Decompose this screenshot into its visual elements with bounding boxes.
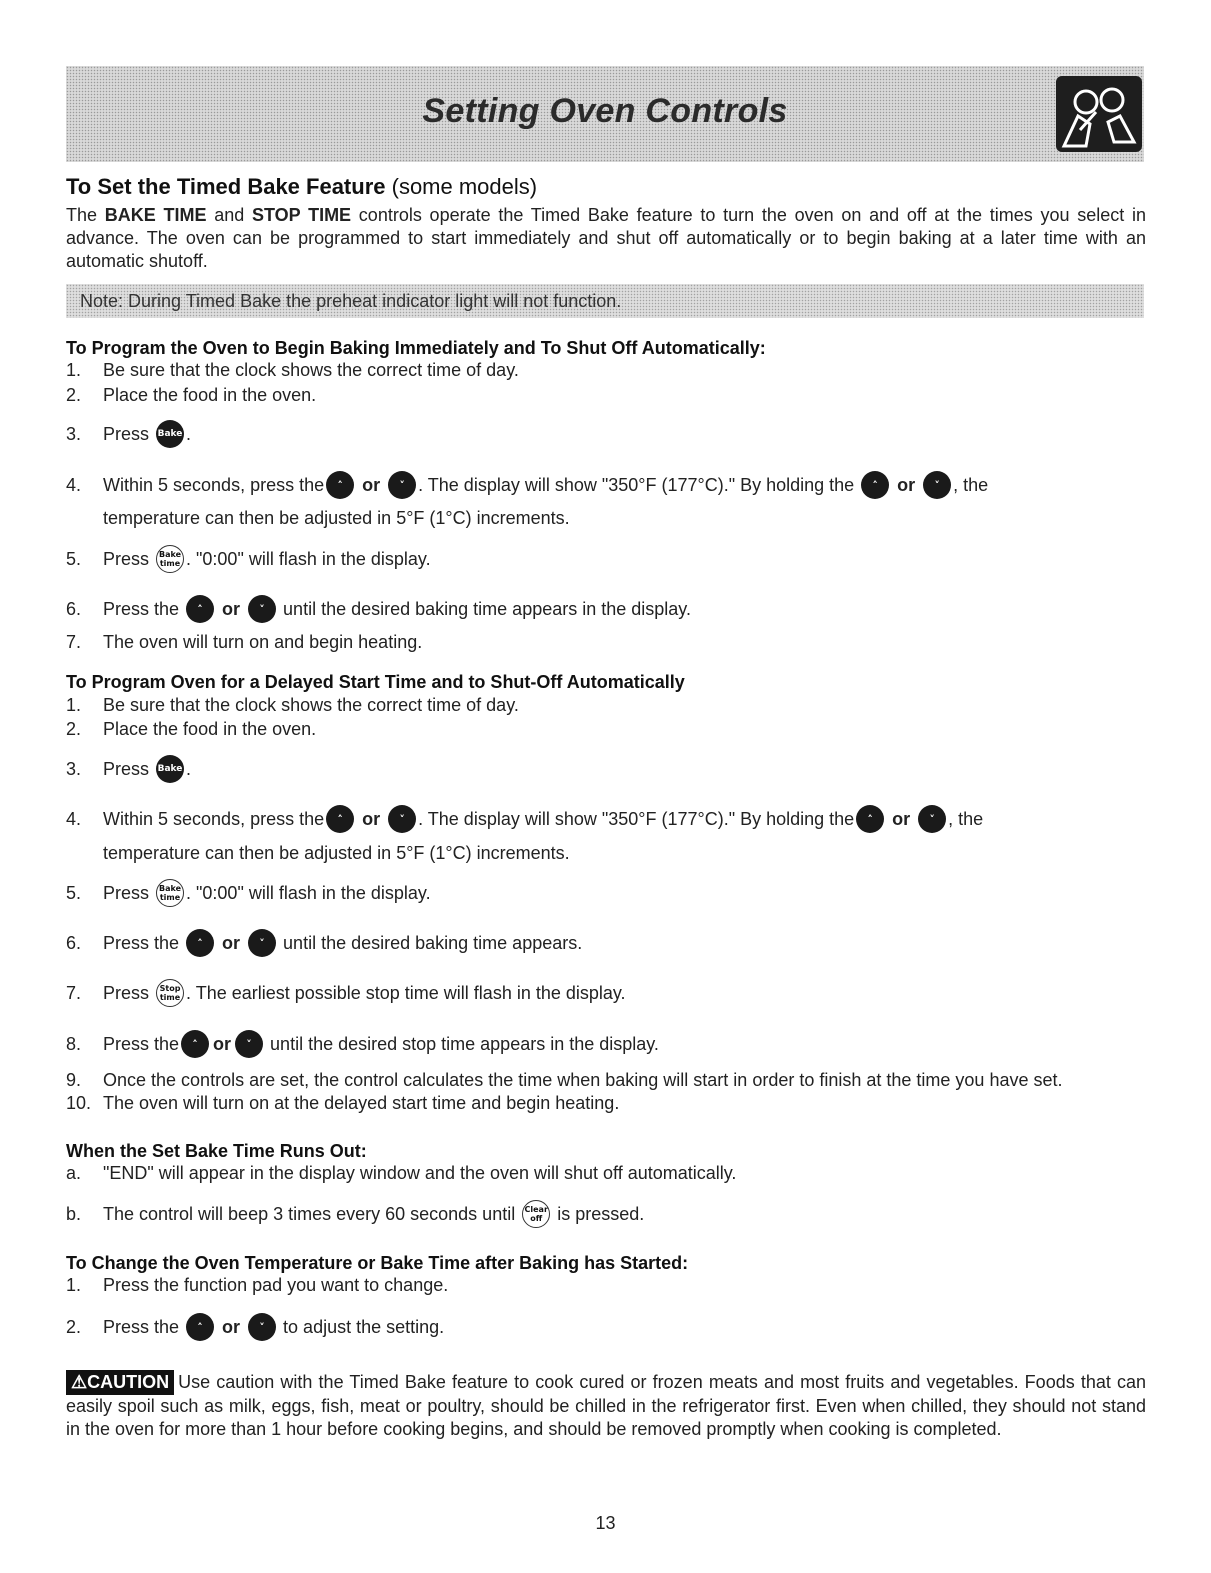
list-item: 5. Press Bake time . "0:00" will flash in the display.: [66, 878, 431, 908]
list-item: 6. Press the ˄ or ˅ until the desired baking time appears.: [66, 928, 582, 958]
header-banner: [66, 66, 1144, 162]
list-item: a. "END" will appear in the display window and the oven will shut off automatically.: [66, 1162, 737, 1183]
up-arrow-button: ˄: [326, 805, 354, 833]
list-item: 10. The oven will turn on at the delayed start time and begin heating.: [66, 1092, 620, 1113]
list-item: 1. Be sure that the clock shows the correct time of day.: [66, 694, 519, 715]
list-item-continuation: temperature can then be adjusted in 5°F (1°C) increments.: [103, 508, 570, 528]
up-arrow-button: ˄: [186, 1313, 214, 1341]
up-arrow-button: ˄: [861, 471, 889, 499]
page-title: Setting Oven Controls: [422, 92, 788, 130]
bake-button: Bake: [156, 420, 184, 448]
list-item: 8. Press the ˄ or ˅ until the desired stop time appears in the display.: [66, 1029, 659, 1059]
list-item: 6. Press the ˄ or ˅ until the desired baking time appears in the display.: [66, 594, 691, 624]
list-item: 3. Press Bake .: [66, 419, 191, 449]
caution-badge: ⚠CAUTION: [66, 1370, 174, 1395]
down-arrow-button: ˅: [388, 471, 416, 499]
list-item: 2. Place the food in the oven.: [66, 384, 317, 405]
list-item: 2. Place the food in the oven.: [66, 718, 317, 739]
list-item: 2. Press the ˄ or ˅ to adjust the setting.: [66, 1312, 444, 1342]
hands-on-controls-icon: [1056, 76, 1142, 152]
list-item-continuation: temperature can then be adjusted in 5°F (1°C) increments.: [103, 843, 570, 863]
down-arrow-button: ˅: [388, 805, 416, 833]
list-item: 5. Press Bake time . "0:00" will flash in the display.: [66, 544, 431, 574]
down-arrow-button: ˅: [248, 1313, 276, 1341]
section-title: To Set the Timed Bake Feature (some models): [66, 174, 538, 199]
up-arrow-button: ˄: [856, 805, 884, 833]
list-item: 4. Within 5 seconds, press the ˄ or ˅ . The display will show "350°F (177°C)." By holding the ˄ or ˅ , the: [66, 470, 988, 500]
down-arrow-button: ˅: [923, 471, 951, 499]
stop-time-button: Stop time: [156, 979, 184, 1007]
up-arrow-button: ˄: [186, 595, 214, 623]
up-arrow-button: ˄: [186, 929, 214, 957]
intro-paragraph: The BAKE TIME and STOP TIME controls operate the Timed Bake feature to turn the oven on and off at the times you select in advance. The oven can be programmed to start immediately and shut off automatically or to begin baking at a later time with an automatic shutoff.: [66, 205, 1146, 271]
down-arrow-button: ˅: [248, 929, 276, 957]
page-number: 13: [595, 1513, 616, 1533]
delayed-heading: To Program Oven for a Delayed Start Time and to Shut-Off Automatically: [66, 672, 685, 692]
caution-paragraph: ⚠CAUTION Use caution with the Timed Bake feature to cook cured or frozen meats and most fruits and vegetables. Foods that can easily spoil such as milk, eggs, fish, meat or poultry, should be chilled in the refrigerator first. Even when chilled, they should not stand in the oven for more than 1 hour before cooking begins, and should be removed promptly when cooking is completed.: [66, 1372, 1146, 1439]
list-item: 7. The oven will turn on and begin heating.: [66, 631, 423, 652]
bake-time-button: Bake time: [156, 545, 184, 573]
list-item: 1. Press the function pad you want to change.: [66, 1274, 449, 1295]
clear-off-button: Clear off: [522, 1200, 550, 1228]
list-item: 7. Press Stop time . The earliest possible stop time will flash in the display.: [66, 978, 626, 1008]
bake-button: Bake: [156, 755, 184, 783]
up-arrow-button: ˄: [181, 1030, 209, 1058]
down-arrow-button: ˅: [918, 805, 946, 833]
note-box: Note: During Timed Bake the preheat indicator light will not function.: [66, 284, 1144, 318]
down-arrow-button: ˅: [248, 595, 276, 623]
runs-out-heading: When the Set Bake Time Runs Out:: [66, 1141, 367, 1161]
list-item: b. The control will beep 3 times every 60 seconds until Clear off is pressed.: [66, 1199, 644, 1229]
list-item: 1. Be sure that the clock shows the correct time of day.: [66, 359, 519, 380]
up-arrow-button: ˄: [326, 471, 354, 499]
list-item: 4. Within 5 seconds, press the ˄ or ˅ . The display will show "350°F (177°C)." By holding the ˄ or ˅ , the: [66, 804, 983, 834]
list-item: 9. Once the controls are set, the control calculates the time when baking will start in order to finish at the time you have set.: [66, 1069, 1063, 1090]
immediate-heading: To Program the Oven to Begin Baking Immediately and To Shut Off Automatically:: [66, 338, 766, 358]
change-heading: To Change the Oven Temperature or Bake Time after Baking has Started:: [66, 1253, 689, 1273]
down-arrow-button: ˅: [235, 1030, 263, 1058]
list-item: 3. Press Bake .: [66, 754, 191, 784]
bake-time-button: Bake time: [156, 879, 184, 907]
